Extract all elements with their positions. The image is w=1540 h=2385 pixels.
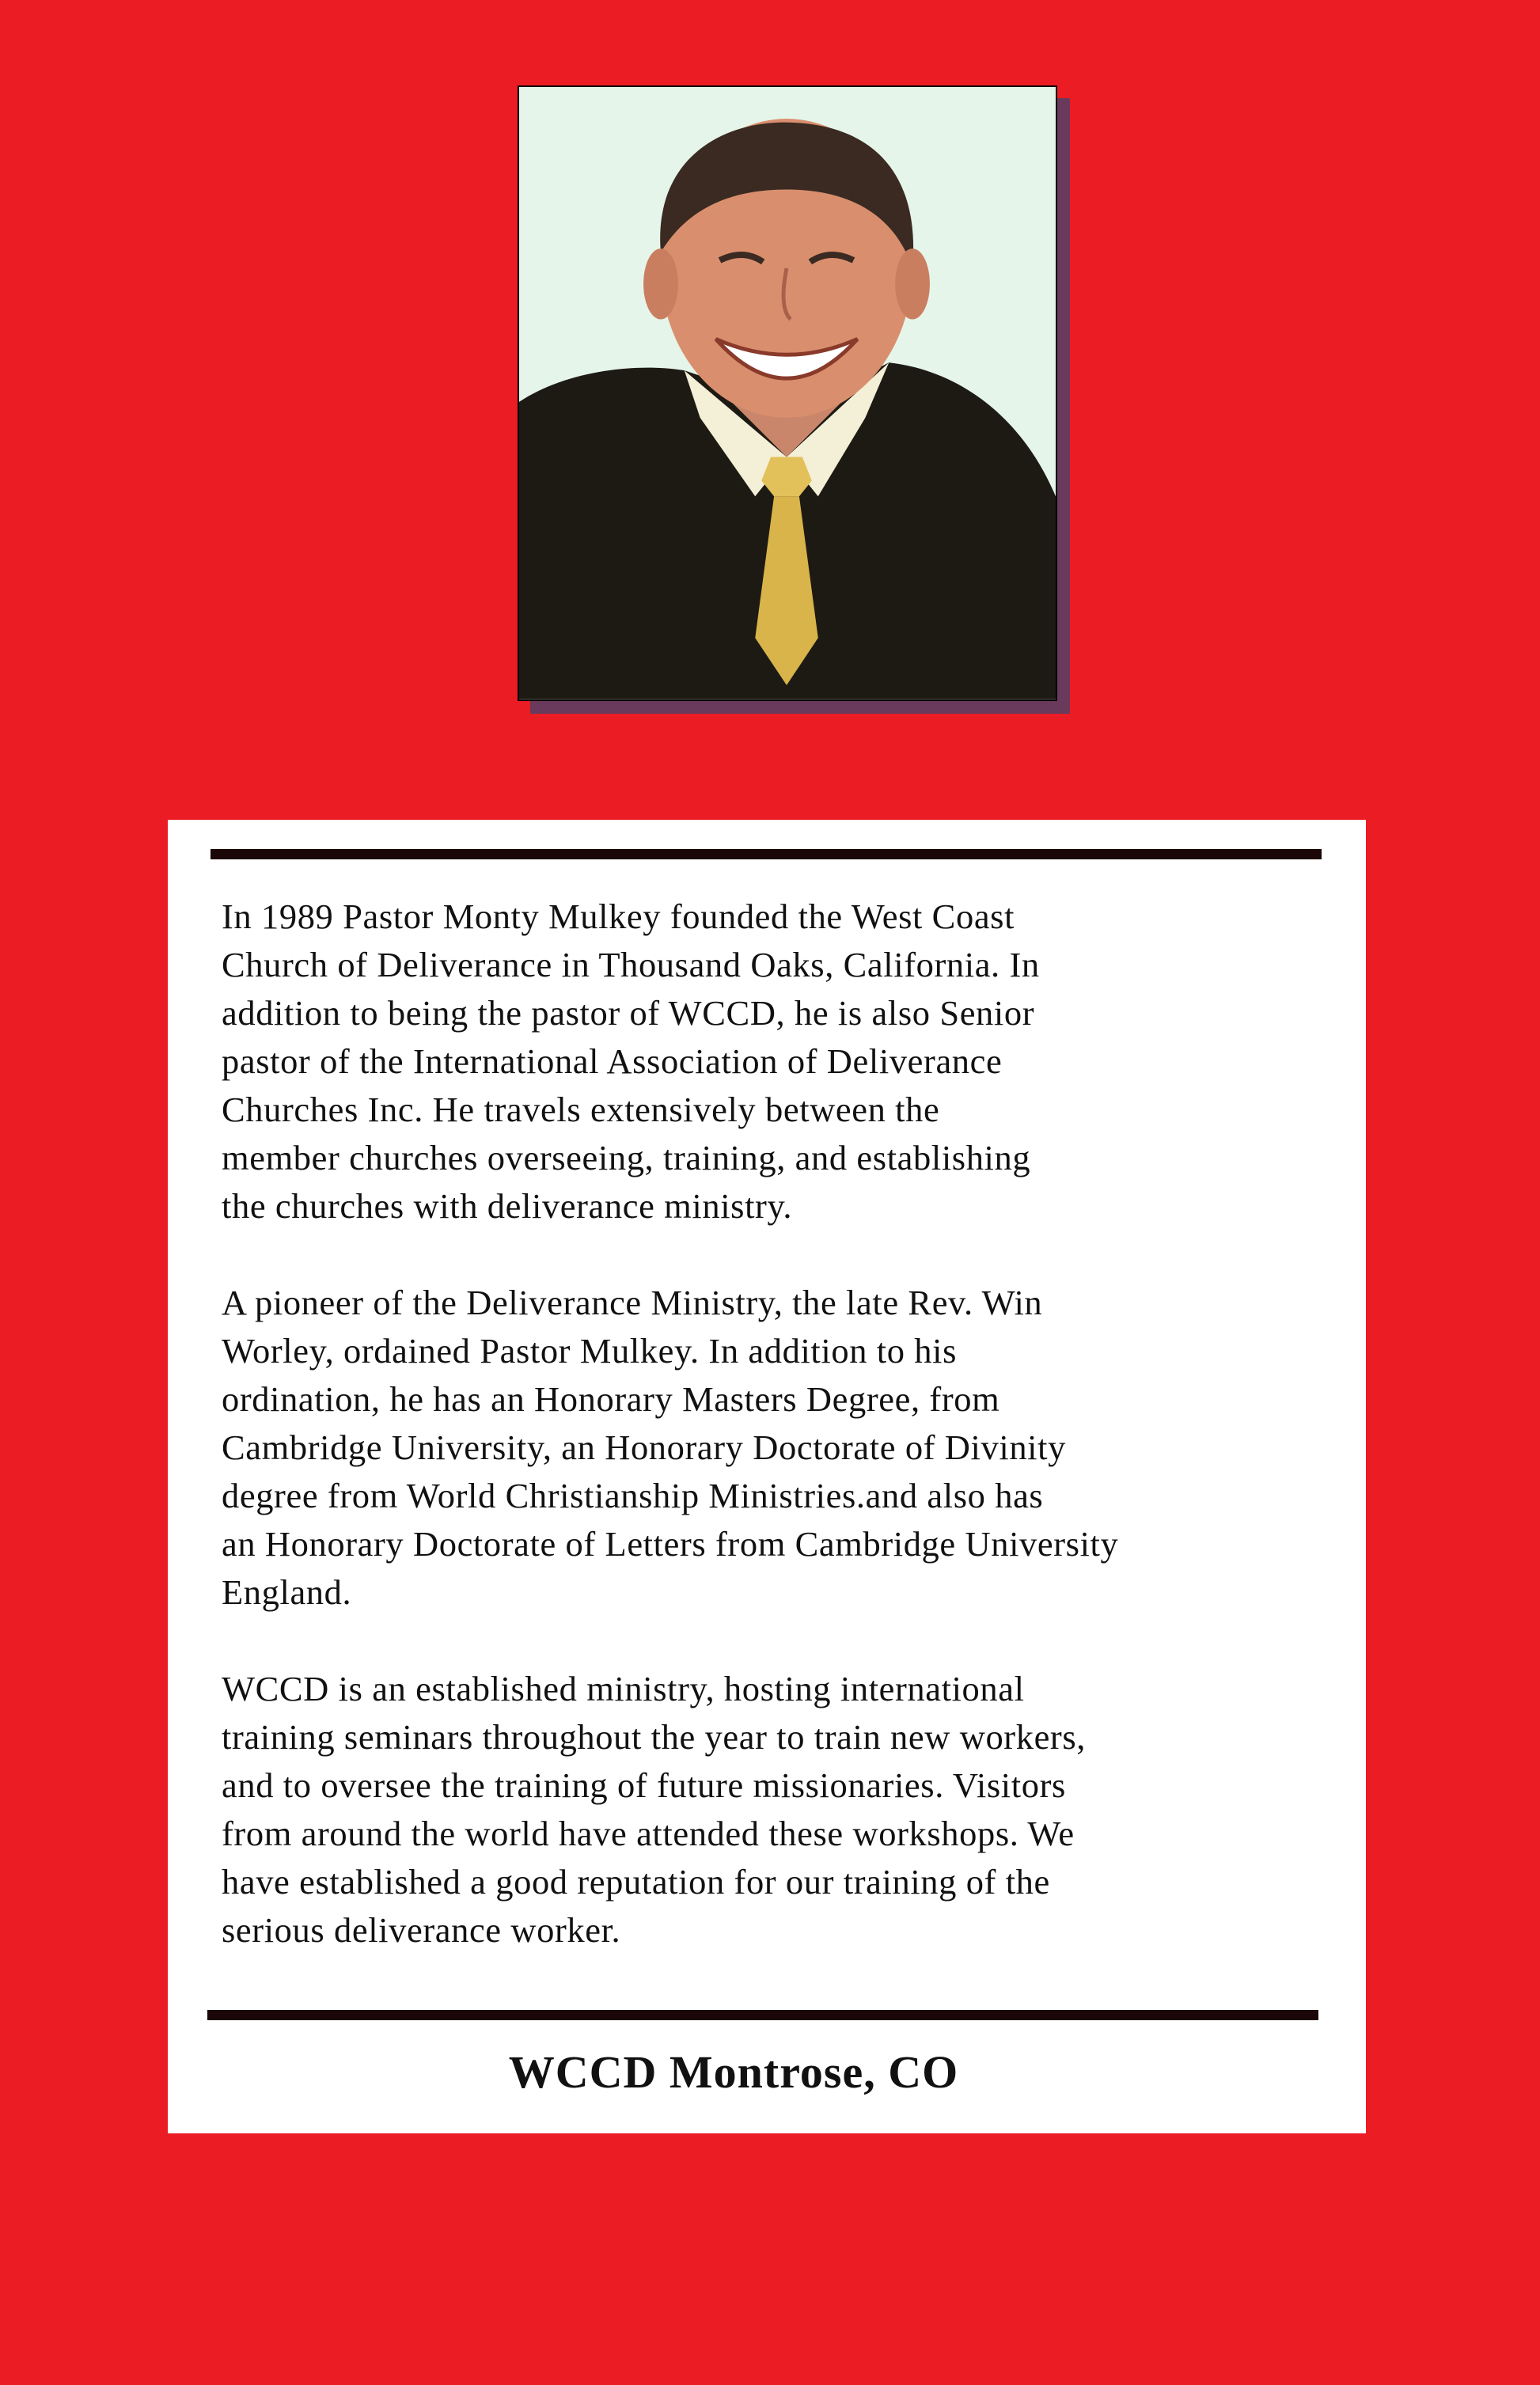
location-title: WCCD Montrose, CO xyxy=(508,2046,959,2098)
bio-paragraph-ministry: WCCD is an established ministry, hosting international training seminars throughout the year to train new workers, and to oversee the training of future missionaries. Visitors from around the world have attended these workshops. We have established a good reputation for our training of the serious deliverance worker. xyxy=(222,1669,1086,1950)
bottom-divider xyxy=(207,2010,1318,2020)
pastor-portrait-photo xyxy=(518,85,1057,701)
bio-paragraph-credentials: A pioneer of the Deliverance Ministry, the late Rev. Win Worley, ordained Pastor Mulkey. In addition to his ordination, he has an Honorary Masters Degree, from Cambridge University, an Honorary Doctorate of Divinity degree from World Christianship Ministries.and also has an Honorary Doctorate of Letters from Cambridge University England. xyxy=(222,1283,1119,1612)
portrait-illustration xyxy=(519,87,1056,700)
bio-paragraph-founding: In 1989 Pastor Monty Mulkey founded the West Coast Church of Deliverance in Thousand Oaks, California. In addition to being the pastor of WCCD, he is also Senior pastor of the International Association of Deliverance Churches Inc. He travels extensively between the member churches overseeing, training, and establishing the churches with deliverance ministry. xyxy=(222,897,1040,1226)
bio-panel xyxy=(168,820,1366,2133)
bio-text xyxy=(222,893,1329,2003)
top-divider xyxy=(211,849,1322,859)
